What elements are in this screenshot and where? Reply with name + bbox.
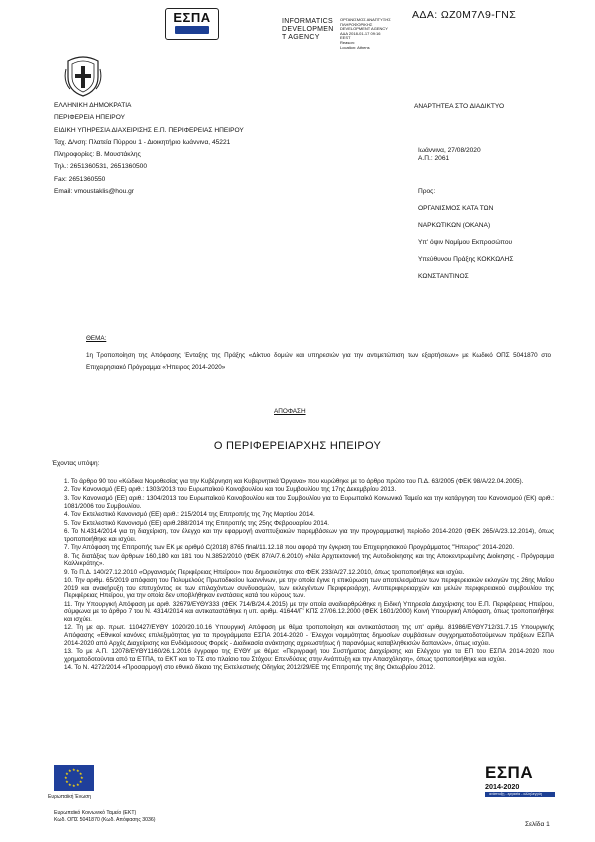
- sender-line: Τηλ.: 2651360531, 2651360500: [54, 163, 148, 171]
- list-item: 8. Τις διατάξεις των άρθρων 160,180 και 181 του Ν.3852/2010 (ΦΕΚ 87/Α/7.6.2010) «Νέα Αρχιτεκτονική της Αυτοδιοίκησης και της Αποκεντρωμένης Διοίκησης - Πρόγραμμα Καλλικράτης».: [64, 552, 554, 568]
- sender-line: ΠΕΡΙΦΕΡΕΙΑ ΗΠΕΙΡΟΥ: [54, 114, 126, 122]
- list-item: 6. Το Ν.4314/2014 για τη διαχείριση, τον έλεγχο και την εφαρμογή αναπτυξιακών παρεμβάσεων για την προγραμματική περίοδο 2014-2020 (ΦΕΚ 265/Α/23.12.2014), όπως τροποποιήθηκε και ισχύει.: [64, 528, 554, 543]
- considerations-list: [64, 478, 554, 673]
- list-item: 3. Τον Κανονισμό (ΕΕ) αριθ.: 1304/2013 του Ευρωπαϊκού Κοινοβουλίου και του Συμβουλίου για το Ευρωπαϊκό Κοινωνικό Ταμείο και την κατάργηση του Κανονισμού (ΕΚ) αριθ.: 1081/2006 του Συμβουλίου.: [64, 494, 554, 510]
- intro-text: Έχοντας υπόψη:: [52, 460, 100, 467]
- espa-logo-text: ΕΣΠΑ: [173, 10, 211, 25]
- espa-word: ΕΣΠΑ: [485, 763, 534, 782]
- post-online-label: ΑΝΑΡΤΗΤΕΑ ΣΤΟ ΔΙΑΔΙΚΤΥΟ: [414, 103, 505, 110]
- list-item: 1. Το άρθρο 90 του «Κώδικα Νομοθεσίας για την Κυβέρνηση και Κυβερνητικά Όργανα» που κυρώθηκε με το άρθρο πρώτο του Π.Δ. 63/2005 (ΦΕΚ 98/Α/22.04.2005).: [64, 478, 524, 485]
- agency-line: INFORMATICS: [282, 18, 334, 25]
- eu-star-icon: ★: [65, 771, 69, 776]
- signature-line: ΟΡΓΑΝΙΣΜΟΣ ΑΝΑΠΤΥΞΗΣ: [340, 17, 391, 22]
- page-number: Σελίδα 1: [525, 821, 550, 828]
- page-title: Ο ΠΕΡΙΦΕΡΕΙΑΡΧΗΣ ΗΠΕΙΡΟΥ: [213, 440, 382, 452]
- eu-star-icon: ★: [78, 771, 83, 776]
- list-item: 9. Το Π.Δ. 140/27.12.2010 «Οργανισμός Περιφέρειας Ηπείρου» που δημοσιεύτηκε στο ΦΕΚ 233/Α/27.12.2010, όπως τροποποιήθηκε και ισχύει.: [64, 568, 465, 576]
- list-item: 4. Τον Εκτελεστικό Κανονισμό (ΕΕ) αριθ.: 215/2014 της Επιτροπής της 7ης Μαρτίου 2014.: [64, 511, 315, 519]
- hellenic-republic-emblem: [64, 55, 102, 97]
- signature-line: ΠΛΗΡΟΦΟΡΙΚΗΣ: [340, 21, 373, 27]
- list-item: 10. Την αριθμ. 65/2019 απόφαση του Πολυμελούς Πρωτοδικείου Ιωαννίνων, με την οποία έγινε η επικύρωση των αποτελεσμάτων των περιφερειακών εκλογών της 26ης Μαΐου 2019 και ανακήρυξη του επιτυχόντος εκ των επιλαχόντων συνδυασμών, των εκλεγέντων Περιφερειάρχη, Αντιπεριφερειαρχών και μελών περιφερειακού συμβουλίου της Περιφέρειας Ηπείρου, για την οποία δεν υποβλήθηκαν ενστάσεις κατά του κύρους των.: [64, 577, 554, 600]
- ada-code: ΑΔΑ: ΩΖ0Μ7Λ9-ΓΝΣ: [412, 9, 517, 21]
- sender-line: Πληροφορίες: Β. Μουστάκλης: [54, 151, 141, 159]
- signature-line: Reason:: [340, 39, 355, 45]
- sender-line: ΕΛΛΗΝΙΚΗ ΔΗΜΟΚΡΑΤΙΑ: [54, 102, 132, 109]
- signature-line: ΑΔΑ 2018-01-17 09:16: [340, 30, 381, 36]
- list-item: 11. Την Υπουργική Απόφαση με αριθ. 32679/ΕΥΘΥ333 (ΦΕΚ 714/Β/24.4.2015) με την οποία αναδιαρθρώθηκε η Ειδική Υπηρεσία Διαχείρισης του Ε.Π. Περιφέρειας Ηπείρου, σύμφωνα με το άρθρο 7 του Ν. 4314/2014 και αντικαταστάθηκε η υπ. αριθμ. 41644/Γ' ΚΠΣ 27/06.12.2000 (ΦΕΚ 1601/2000) Κοινή Υπουργική Απόφαση, όπως τροποποιήθηκε και ισχύει.: [64, 600, 554, 623]
- signature-line: EEST: [340, 35, 351, 41]
- recipient-line: Υπ' όψιν Νομίμου Εκπροσώπου: [418, 239, 513, 246]
- recipient-line: Υπεύθυνου Πράξης ΚΟΚΚΩΛΗΣ: [418, 256, 514, 263]
- eu-star-icon: ★: [76, 768, 80, 774]
- sender-line: Fax: 2651360550: [54, 175, 106, 183]
- espa-logo-bottom: [485, 764, 555, 802]
- eu-caption: Ευρωπαϊκή Ένωση: [48, 794, 91, 800]
- sender-email: Email: vmoustaklis@hou.gr: [54, 188, 134, 196]
- sender-block: [54, 100, 354, 198]
- funding-line: Κωδ. ΟΠΣ 5041870 (Κωδ. Απόφασης 3036): [54, 816, 156, 823]
- list-item: 13. Το με Α.Π. 12078/ΕΥΘΥ1160/26.1.2016 έγγραφο της ΕΥΘΥ με θέμα: «Περιγραφή του Συστήματος Διαχείρισης και Ελέγχου για τα ΕΠ του ΕΣΠΑ 2014-2020 που χρηματοδοτούνται από τα ΕΤΠΑ, το ΕΚΤ και το ΤΣ στο πλαίσιο του Στόχου: Επενδύσεις στην Ανάπτυξη και την Απασχόληση», όπως τροποποιήθηκε και ισχύει.: [64, 648, 554, 663]
- eu-star-icon: ★: [78, 779, 83, 784]
- sender-line: ΕΙΔΙΚΗ ΥΠΗΡΕΣΙΑ ΔΙΑΧΕΙΡΙΣΗΣ Ε.Π. ΠΕΡΙΦΕΡΕΙΑΣ ΗΠΕΙΡΟΥ: [54, 126, 244, 134]
- funding-line: Ευρωπαϊκό Κοινωνικό Ταμείο (ΕΚΤ): [54, 810, 137, 816]
- signature-line: DEVELOPMENT AGENCY: [340, 26, 388, 32]
- funding-note: [54, 810, 156, 824]
- list-item: 2. Τον Κανονισμό (ΕΕ) αριθ.: 1303/2013 του Ευρωπαϊκού Κοινοβουλίου και του Συμβουλίου της 17ης Δεκεμβρίου 2013.: [64, 486, 397, 494]
- sender-line: Ταχ. Δ/νση: Πλατεία Πύρρου 1 - Διοικητήριο Ιωάννινα, 45221: [54, 138, 231, 146]
- subject-label: ΘΕΜΑ:: [86, 335, 107, 342]
- list-item: 7. Την Απόφαση της Επιτροπής των ΕΚ με αριθμό C(2018) 8765 final/11.12.18 που αφορά την έγκριση του Επιχειρησιακού Προγράμματος "Ήπειρος" 2014-2020.: [64, 544, 515, 552]
- espa-logo-top: [165, 8, 219, 40]
- list-item: 5. Τον Εκτελεστικό Κανονισμό (ΕΕ) αριθ.288/2014 της Επιτροπής της 25ης Φεβρουαρίου 2014.: [64, 519, 330, 527]
- eu-star-icon: ★: [64, 775, 68, 780]
- digital-signature-block: [340, 18, 400, 50]
- recipient-line: ΚΩΝΣΤΑΝΤΙΝΟΣ: [418, 273, 469, 280]
- list-item: 12. Τη με αρ. πρωτ. 110427/ΕΥΘΥ 1020/20.10.16 Υπουργική Απόφαση με θέμα τροποποίηση και αντικατάσταση της υπ' αριθμ. 81986/ΕΥΘΥ712/31.7.15 Υπουργικής Απόφασης «Εθνικοί κανόνες επιλεξιμότητας για τα προγράμματα ΕΣΠΑ 2014-2020 - Έλεγχοι νομιμότητας δημοσίων συμβάσεων συγχρηματοδοτούμενων πράξεων ΕΣΠΑ 2014-2020 από Αρχές Διαχείρισης και Ενδιάμεσους Φορείς - Διαδικασία ανάκτησης αχρεωστήτως ή παρανόμως καταβληθεισών δαπανών», όπως ισχύει.: [64, 624, 554, 647]
- eu-star-icon: ★: [72, 767, 76, 772]
- espa-slogan: ανάπτυξη - εργασία - αλληλεγγύη: [485, 792, 555, 797]
- agency-name: [282, 18, 338, 42]
- eu-star-icon: ★: [68, 781, 72, 787]
- eu-flag-icon: [54, 765, 94, 791]
- date-protocol-block: [418, 147, 481, 164]
- recipient-line: ΟΡΓΑΝΙΣΜΟΣ ΚΑΤΑ ΤΩΝ: [418, 205, 494, 212]
- subject-block: [86, 335, 551, 374]
- agency-line: DEVELOPMEN: [282, 26, 334, 33]
- recipient-block: [418, 183, 513, 285]
- agency-line: T AGENCY: [282, 34, 320, 41]
- recipient-line: Προς:: [418, 188, 436, 195]
- eu-star-icon: ★: [76, 781, 80, 787]
- recipient-line: ΝΑΡΚΩΤΙΚΩΝ (ΟΚΑΝΑ): [418, 222, 491, 229]
- eu-star-icon: ★: [65, 779, 69, 784]
- espa-years: 2014-2020: [485, 782, 520, 791]
- list-item: 14. Το Ν. 4272/2014 «Προσαρμογή στο εθνικό δίκαιο της Εκτελεστικής Οδηγίας 2012/29/ΕΕ της Επιτροπής της 8ης Οκτωβρίου 2012.: [64, 664, 436, 672]
- decision-label: ΑΠΟΦΑΣΗ: [274, 408, 306, 415]
- eu-star-icon: ★: [72, 783, 76, 788]
- subject-text: 1η Τροποποίηση της Απόφασης Ένταξης της Πράξης «Δίκτυο δομών και υπηρεσιών για την αντιμετώπιση των εξαρτήσεων» με Κωδικό ΟΠΣ 5041870 στο Επιχειρησιακό Πρόγραμμα «Ήπειρος 2014-2020»: [86, 351, 551, 371]
- protocol-number: Α.Π.: 2061: [418, 155, 450, 163]
- eu-star-icon: ★: [80, 775, 84, 780]
- eu-star-icon: ★: [68, 768, 72, 774]
- signature-line: Location: Athens: [340, 44, 370, 50]
- eu-stars-strip: [175, 26, 209, 34]
- date-line: Ιωάννινα, 27/08/2020: [418, 147, 481, 154]
